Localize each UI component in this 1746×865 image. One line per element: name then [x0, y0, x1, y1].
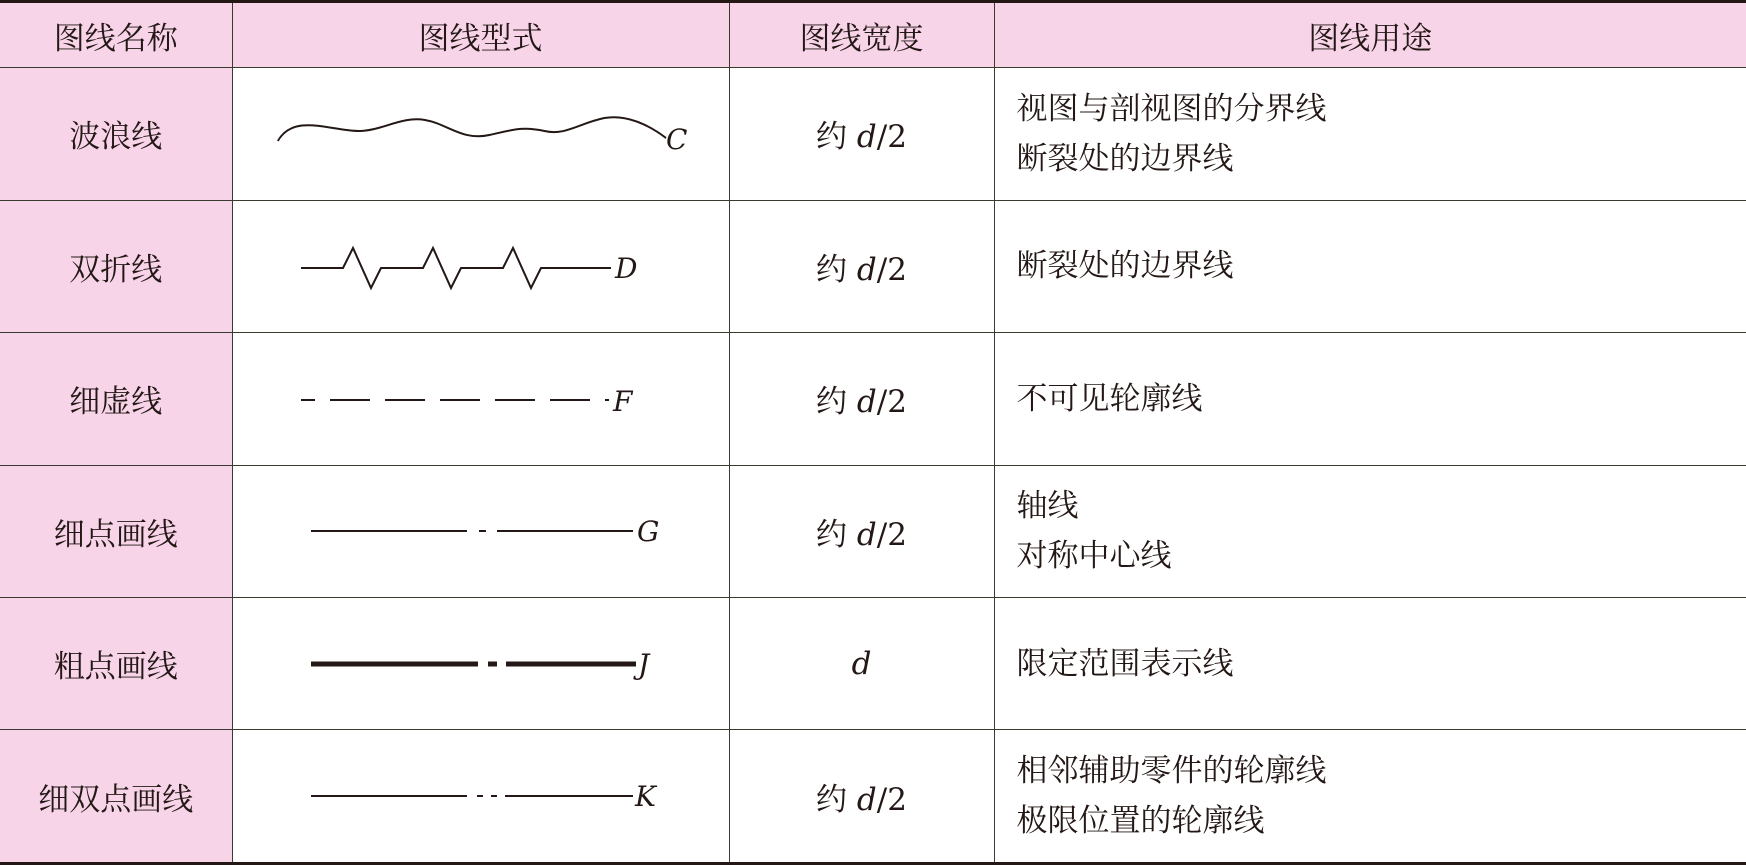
- thin-dashed-line-icon: [271, 369, 691, 429]
- header-row: [0, 2, 1746, 68]
- line-style-cell: [232, 465, 729, 597]
- use-text: 视图与剖视图的分界线: [1016, 90, 1327, 127]
- line-name: 波浪线: [0, 68, 232, 200]
- width-var: d: [856, 251, 877, 288]
- table-row: [0, 465, 1746, 597]
- line-width: [729, 68, 994, 200]
- use-text: 轴线: [1016, 488, 1079, 525]
- line-style-cell: [232, 333, 729, 465]
- line-name: 细点画线: [0, 465, 232, 597]
- thin-double-dash-dot-line-icon: [271, 766, 691, 826]
- line-letter: J: [637, 647, 649, 681]
- line-name: 双折线: [0, 200, 232, 332]
- table-row: [0, 333, 1746, 465]
- width-var: d: [856, 781, 877, 818]
- line-letter: G: [636, 515, 659, 549]
- table-row: [0, 200, 1746, 332]
- width-var: d: [851, 645, 872, 682]
- line-style-cell: [232, 598, 729, 730]
- thin-dash-dot-line-icon: [271, 501, 691, 561]
- width-prefix: 约: [816, 781, 857, 818]
- line-letter: F: [612, 384, 632, 418]
- table-row: [0, 68, 1746, 200]
- width-var: d: [856, 516, 877, 553]
- line-style-cell: [232, 200, 729, 332]
- use-text: 断裂处的边界线: [1016, 248, 1234, 285]
- line-width: [729, 465, 994, 597]
- line-letter: K: [634, 780, 656, 814]
- line-name: 细双点画线: [0, 730, 232, 864]
- width-prefix: 约: [816, 119, 857, 156]
- line-style-cell: [232, 68, 729, 200]
- use-text: 极限位置的轮廓线: [1016, 803, 1265, 840]
- table-row: [0, 730, 1746, 864]
- line-use: [994, 68, 1746, 200]
- width-prefix: 约: [816, 516, 857, 553]
- line-width: [729, 730, 994, 864]
- width-suffix: /2: [876, 251, 907, 288]
- line-name: 细虚线: [0, 333, 232, 465]
- line-use: [994, 333, 1746, 465]
- use-text: 对称中心线: [1016, 538, 1172, 575]
- width-suffix: /2: [876, 119, 907, 156]
- line-use: [994, 465, 1746, 597]
- width-suffix: /2: [876, 781, 907, 818]
- wavy-line-icon: [271, 104, 691, 164]
- line-use: [994, 200, 1746, 332]
- zigzag-line-icon: [271, 236, 691, 296]
- line-use: [994, 730, 1746, 864]
- width-var: d: [856, 384, 877, 421]
- width-suffix: /2: [876, 516, 907, 553]
- line-use: [994, 598, 1746, 730]
- header-width: 图线宽度: [729, 2, 994, 68]
- line-style-cell: [232, 730, 729, 864]
- line-letter: D: [614, 252, 637, 286]
- header-use: 图线用途: [994, 2, 1746, 68]
- width-prefix: 约: [816, 384, 857, 421]
- header-name: 图线名称: [0, 2, 232, 68]
- width-prefix: 约: [816, 251, 857, 288]
- line-letter: C: [665, 122, 687, 156]
- width-suffix: /2: [876, 384, 907, 421]
- line-width: [729, 598, 994, 730]
- line-width: [729, 200, 994, 332]
- line-name: 粗点画线: [0, 598, 232, 730]
- table-row: [0, 598, 1746, 730]
- use-text: 相邻辅助零件的轮廓线: [1016, 753, 1327, 790]
- line-width: [729, 333, 994, 465]
- use-text: 断裂处的边界线: [1016, 140, 1234, 177]
- use-text: 不可见轮廓线: [1016, 380, 1203, 417]
- header-style: 图线型式: [232, 2, 729, 68]
- width-var: d: [856, 119, 877, 156]
- use-text: 限定范围表示线: [1016, 645, 1234, 682]
- thick-dash-dot-line-icon: [271, 634, 691, 694]
